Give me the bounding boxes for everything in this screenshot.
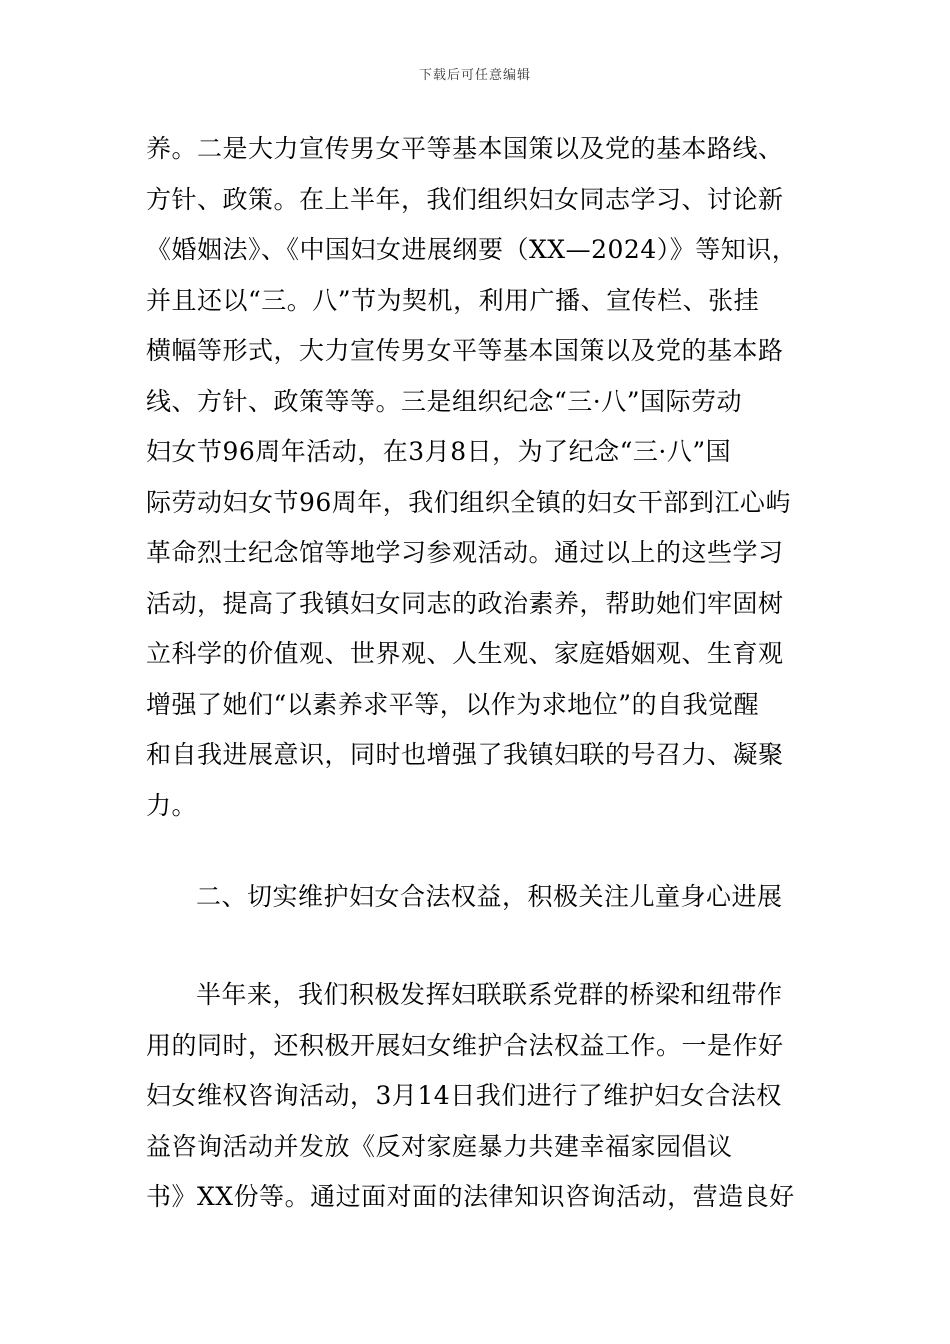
text-line: 半年来，我们积极发挥妇联联系党群的桥梁和纽带作	[196, 980, 783, 1009]
text-line: 线、方针、政策等等。三是组织纪念“三·八”国际劳动	[146, 386, 743, 416]
text-line: 书》XX份等。通过面对面的法律知识咨询活动，营造良好	[146, 1182, 795, 1211]
text-line: 横幅等形式，大力宣传男女平等基本国策以及党的基本路	[146, 336, 784, 365]
text-line: 力。	[146, 790, 198, 820]
text-line: 妇女维权咨询活动，3月14日我们进行了维护妇女合法权	[146, 1081, 782, 1110]
text-line: 并且还以“三。八”节为契机，利用广播、宣传栏、张挂	[146, 285, 760, 315]
text-line: 革命烈士纪念馆等地学习参观活动。通过以上的这些学习	[146, 538, 784, 567]
text-line: 际劳动妇女节96周年，我们组织全镇的妇女干部到江心屿	[146, 487, 791, 517]
paragraph-1	[146, 124, 811, 831]
text-line: 用的同时，还积极开展妇女维护合法权益工作。一是作好	[146, 1030, 784, 1060]
text-line: 活动，提高了我镇妇女同志的政治素养，帮助她们牢固树	[146, 588, 784, 618]
text-line: 立科学的价值观、世界观、人生观、家庭婚姻观、生育观	[146, 639, 784, 668]
text-line: 方针、政策。在上半年，我们组织妇女同志学习、讨论新	[146, 184, 784, 214]
text-line: 和自我进展意识，同时也增强了我镇妇联的号召力、凝聚	[146, 740, 784, 769]
text-line: 益咨询活动并发放《反对家庭暴力共建幸福家园倡议	[146, 1131, 733, 1161]
section-heading: 二、切实维护妇女合法权益，积极关注儿童身心进展	[196, 882, 783, 911]
text-line: 养。二是大力宣传男女平等基本国策以及党的基本路线、	[146, 134, 784, 163]
header-note: 下载后可任意编辑	[418, 68, 531, 83]
text-line: 妇女节96周年活动，在3月8日，为了纪念“三·八”国	[146, 437, 732, 466]
paragraph-2	[146, 970, 811, 1223]
text-line: 增强了她们“以素养求平等，以作为求地位”的自我觉醒	[146, 689, 760, 719]
text-line: 《婚姻法》、《中国妇女进展纲要（XX—2024）》等知识，	[146, 235, 798, 264]
